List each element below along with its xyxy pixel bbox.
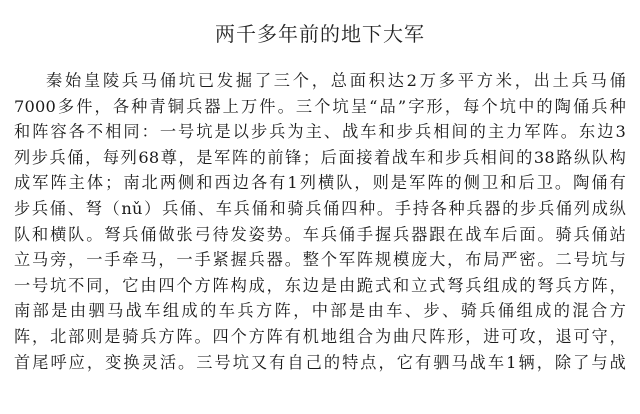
text-line: 7000多件，各种青铜兵器上万件。三个坑呈“品”字形，每个坑中的陶俑兵种 — [14, 96, 626, 116]
text-line: 阵，北部则是骑兵方阵。四个方阵有机地组合为曲尺阵形，进可攻，退可守， — [14, 326, 626, 346]
text-line: 步兵俑、弩（nǔ）兵俑、车兵俑和骑兵俑四种。手持各种兵器的步兵俑列成纵 — [14, 198, 626, 218]
body-paragraph — [14, 68, 626, 375]
document-title: 两千多年前的地下大军 — [215, 22, 425, 46]
text-line: 一号坑不同，它由四个方阵构成，东边是由跪式和立式弩兵组成的弩兵方阵， — [14, 275, 626, 295]
text-line: 首尾呼应，变换灵活。三号坑又有自己的特点，它有驷马战车1辆，除了与战 — [14, 352, 626, 372]
text-line: 成军阵主体；南北两侧和西边各有1列横队，则是军阵的侧卫和后卫。陶俑有 — [14, 173, 626, 193]
text-line: 和阵容各不相同：一号坑是以步兵为主、战车和步兵相间的主力军阵。东边3 — [14, 122, 626, 142]
text-line: 南部是由驷马战车组成的车兵方阵，中部是由车、步、骑兵俑组成的混合方 — [14, 301, 626, 321]
text-line: 立马旁，一手牵马，一手紧握兵器。整个军阵规模庞大，布局严密。二号坑与 — [14, 250, 626, 270]
text-line: 秦始皇陵兵马俑坑已发掘了三个，总面积达2万多平方米，出土兵马俑 — [46, 71, 626, 90]
text-line: 列步兵俑，每列68尊，是军阵的前锋；后面接着战车和步兵相间的38路纵队构 — [14, 147, 626, 167]
text-line: 队和横队。弩兵俑做张弓待发姿势。车兵俑手握兵器跟在战车后面。骑兵俑站 — [14, 224, 626, 244]
